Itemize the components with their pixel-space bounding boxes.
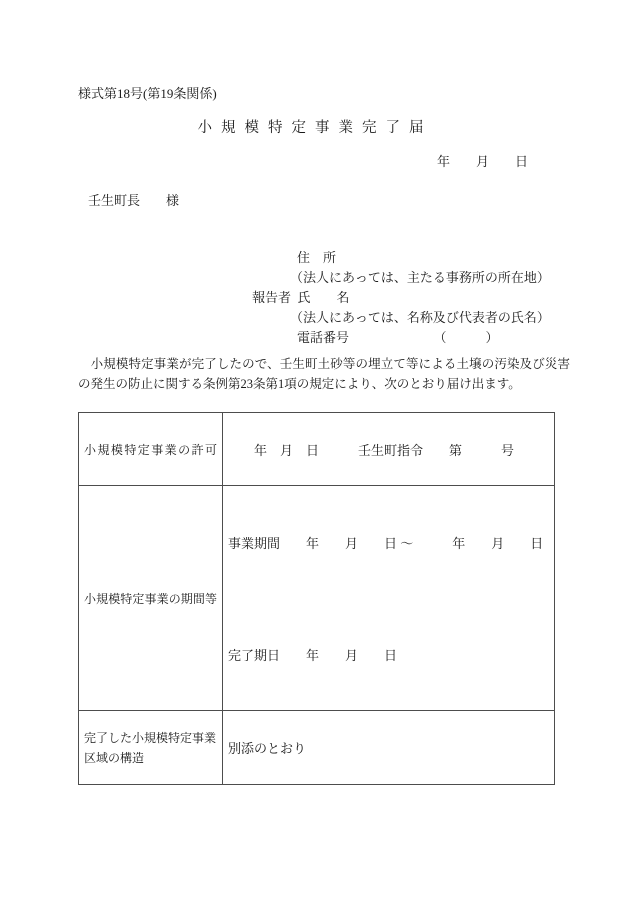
notification-statement: 小規模特定事業が完了したので、壬生町土砂等の埋立て等による土壌の汚染及び災害の発生の防止に関する条例第23条第1項の規定により、次のとおり届け出ます。 [78, 357, 570, 391]
form-number: 様式第18号(第19条関係) [78, 86, 217, 101]
reporter-name-note: （法人にあっては、名称及び代表者の氏名） [290, 310, 550, 325]
reporter-address-note: （法人にあっては、主たる事務所の所在地） [290, 270, 550, 285]
structure-value: 別添のとおり [228, 741, 307, 756]
reporter-phone-line: 電話番号 （ ） [297, 330, 499, 345]
table-cell-period-label [79, 486, 223, 711]
form-title: 小規模特定事業完了届 [197, 120, 433, 136]
table-cell-permit-label [79, 413, 223, 486]
table-cell-structure-label [79, 711, 223, 784]
permit-label: 小規模特定事業の許可 [84, 442, 217, 457]
table-cell-structure-value [223, 711, 554, 784]
permit-value-blank: 年 月 日 壬生町指令 第 号 [228, 442, 515, 458]
table-cell-period-value [223, 486, 554, 711]
completion-date-blank: 完了期日 年 月 日 [228, 647, 398, 663]
reporter-block [252, 248, 550, 348]
reporter-address-label: 住 所 [297, 250, 337, 265]
completion-form-table [78, 412, 555, 785]
table-cell-permit-value [223, 413, 554, 486]
structure-label-line1: 完了した小規模特定事業 [84, 730, 217, 745]
reporter-name-line: 報告者 氏 名 [252, 290, 350, 305]
structure-label [84, 728, 217, 768]
addressee-line: 壬生町長 様 [88, 193, 180, 208]
date-blank-line: 年 月 日 [437, 154, 529, 169]
structure-label-line2: 区域の構造 [84, 750, 145, 765]
business-period-blank: 事業期間 年 月 日 ～ 年 月 日 [228, 535, 544, 551]
period-label: 小規模特定事業の期間等 [84, 591, 217, 606]
